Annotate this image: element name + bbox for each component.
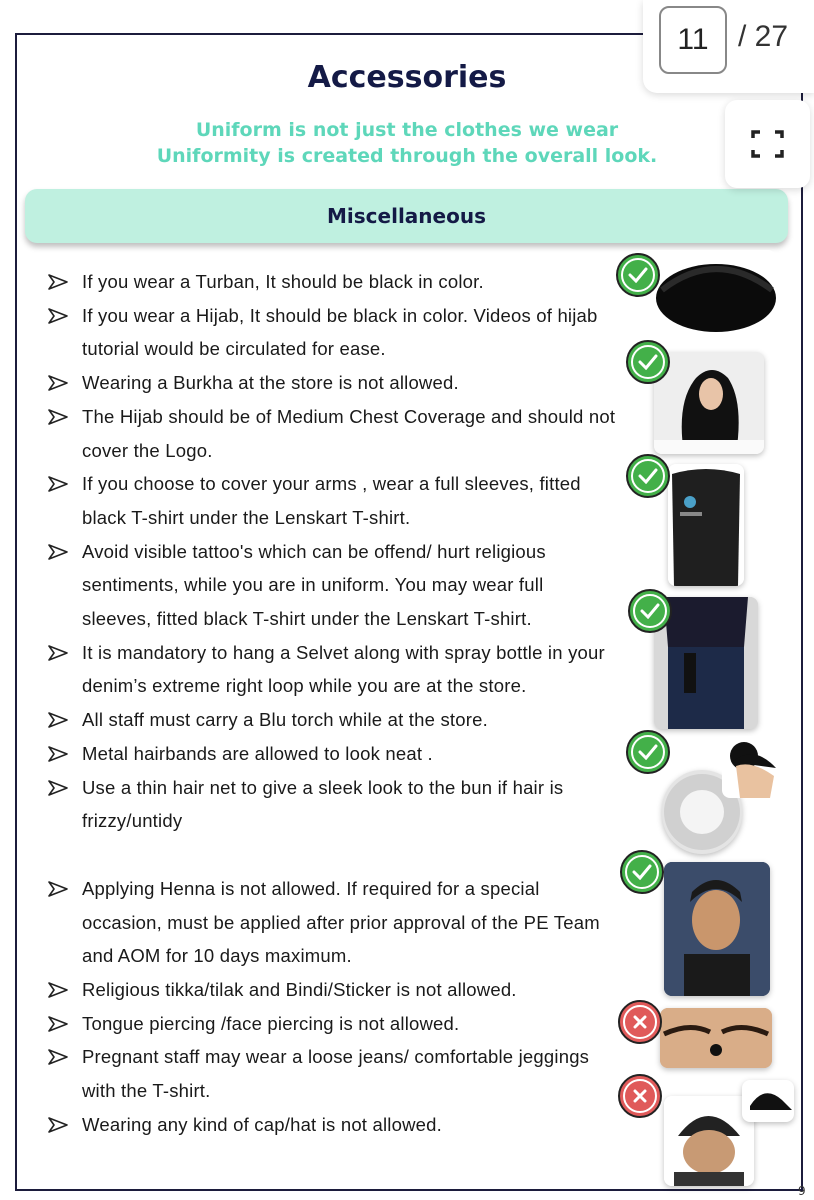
- arrowhead-bullet-icon: [48, 881, 68, 897]
- cap-hat-image: [664, 1096, 754, 1186]
- fullscreen-icon: [725, 100, 810, 188]
- rule-text: Use a thin hair net to give a sleek look to the bun if hair is frizzy/untidy: [82, 776, 564, 832]
- arrowhead-bullet-icon: [48, 746, 68, 762]
- hair-bun-image: [722, 736, 784, 798]
- arrowhead-bullet-icon: [48, 780, 68, 796]
- rule-item: [48, 265, 618, 299]
- subtitle-line-1: Uniform is not just the clothes we wear: [195, 119, 619, 141]
- rule-item: [48, 467, 618, 534]
- rule-text: Avoid visible tattoo's which can be offend/ hurt religious sentiments, while you are in uniform. You may wear full sleeves, fitted black T-shirt under the Lenskart T-shirt.: [82, 540, 546, 630]
- rule-text: It is mandatory to hang a Selvet along with spray bottle in your denim’s extreme right loop while you are at the store.: [82, 641, 605, 697]
- x-circle-icon: [618, 1074, 662, 1118]
- rule-item: [48, 636, 618, 703]
- arrowhead-bullet-icon: [48, 308, 68, 324]
- rule-item: [48, 1108, 618, 1142]
- arrowhead-bullet-icon: [48, 274, 68, 290]
- arrowhead-bullet-icon: [48, 409, 68, 425]
- rule-text: The Hijab should be of Medium Chest Coverage and should not cover the Logo.: [82, 405, 616, 461]
- rule-item: [48, 737, 618, 771]
- rule-item: [48, 299, 618, 366]
- rule-item: [48, 872, 618, 973]
- arrowhead-bullet-icon: [48, 544, 68, 560]
- arrowhead-bullet-icon: [48, 645, 68, 661]
- check-circle-icon: [626, 454, 670, 498]
- rule-text: Pregnant staff may wear a loose jeans/ comfortable jeggings with the T-shirt.: [82, 1046, 590, 1102]
- total-pages: / 27: [738, 20, 789, 53]
- check-circle-icon: [620, 850, 664, 894]
- rule-text: Religious tikka/tilak and Bindi/Sticker is not allowed.: [82, 979, 517, 1001]
- rule-text: Wearing any kind of cap/hat is not allowed.: [82, 1113, 442, 1135]
- henna-face-image: [664, 862, 770, 996]
- section-header: [25, 189, 788, 243]
- x-circle-icon: [618, 1000, 662, 1044]
- rule-item: [48, 1040, 618, 1107]
- rule-item: [48, 703, 618, 737]
- hijab-image: [654, 352, 764, 454]
- check-circle-icon: [616, 253, 660, 297]
- check-circle-icon: [626, 730, 670, 774]
- current-page-input[interactable]: 11: [659, 6, 727, 74]
- arrowhead-bullet-icon: [48, 476, 68, 492]
- rule-text: Metal hairbands are allowed to look neat .: [82, 742, 433, 764]
- rule-item: [48, 973, 618, 1007]
- subtitle: [0, 117, 814, 169]
- rule-text: If you wear a Turban, It should be black in color.: [82, 271, 484, 292]
- rule-text: Wearing a Burkha at the store is not allowed.: [82, 372, 459, 394]
- arrowhead-bullet-icon: [48, 982, 68, 998]
- rule-text: If you choose to cover your arms , wear a full sleeves, fitted black T-shirt under the Lenskart T-shirt.: [82, 473, 581, 528]
- rule-item: [48, 771, 618, 838]
- rule-item: [48, 1007, 618, 1041]
- arrowhead-bullet-icon: [48, 1049, 68, 1065]
- full-sleeves-image: [668, 464, 744, 586]
- fullscreen-button[interactable]: [725, 100, 810, 188]
- page-title: Accessories: [307, 60, 507, 95]
- rule-item: [48, 400, 618, 467]
- rule-text: Tongue piercing /face piercing is not allowed.: [82, 1012, 460, 1034]
- rule-text: All staff must carry a Blu torch while at the store.: [82, 709, 488, 731]
- check-circle-icon: [626, 340, 670, 384]
- rule-text: Applying Henna is not allowed. If required for a special occasion, must be applied after prior approval of the PE Team and AOM for 10 days maximum.: [82, 877, 600, 967]
- arrowhead-bullet-icon: [48, 1117, 68, 1133]
- check-circle-icon: [628, 589, 672, 633]
- slide-page-number: 9: [798, 1184, 806, 1198]
- bindi-image: [660, 1008, 772, 1068]
- rule-item: [48, 535, 618, 636]
- arrowhead-bullet-icon: [48, 712, 68, 728]
- baseball-cap-image: [742, 1080, 794, 1122]
- rule-text: If you wear a Hijab, It should be black in color. Videos of hijab tutorial would be circulated for ease.: [82, 304, 598, 360]
- section-title: Miscellaneous: [327, 204, 486, 228]
- rules-list: [48, 265, 618, 1142]
- subtitle-line-2: Uniformity is created through the overall look.: [156, 145, 658, 167]
- arrowhead-bullet-icon: [48, 375, 68, 391]
- arrowhead-bullet-icon: [48, 1016, 68, 1032]
- rule-item: [48, 366, 618, 400]
- page-counter: [643, 0, 814, 93]
